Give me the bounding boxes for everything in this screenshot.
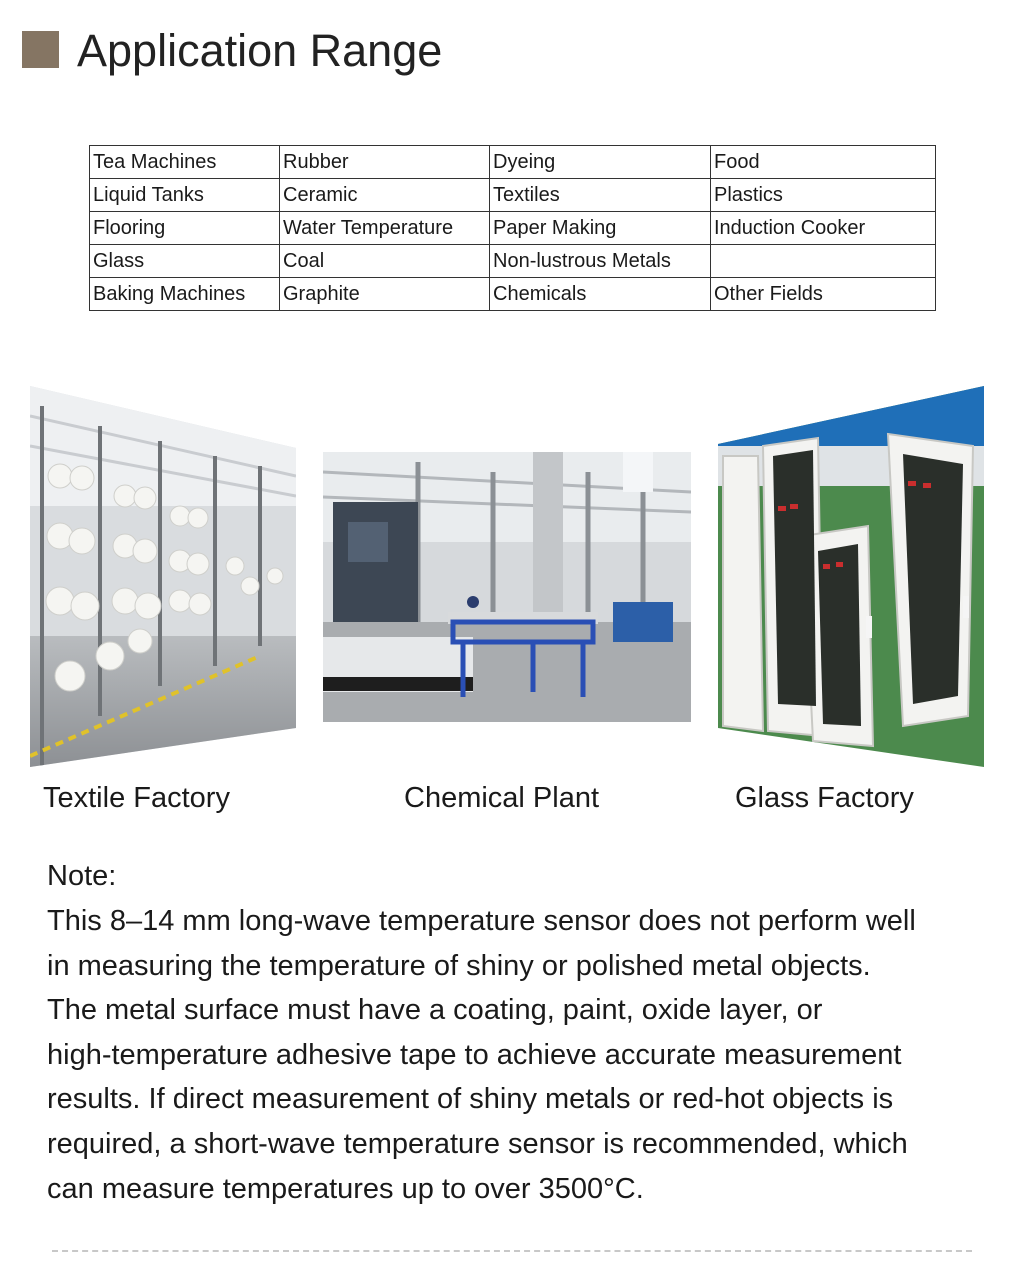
table-cell: Induction Cooker — [711, 212, 936, 245]
table-cell: Plastics — [711, 179, 936, 212]
table-cell: Paper Making — [490, 212, 711, 245]
chemical-plant-photo — [323, 452, 691, 722]
table-cell: Ceramic — [280, 179, 490, 212]
table-cell: Dyeing — [490, 146, 711, 179]
table-cell: Non-lustrous Metals — [490, 245, 711, 278]
note-label: Note: — [47, 860, 117, 892]
table-cell: Chemicals — [490, 278, 711, 311]
applications-table — [89, 145, 936, 311]
table-cell: Graphite — [280, 278, 490, 311]
table-cell: Tea Machines — [90, 146, 280, 179]
textile-factory-photo — [30, 386, 296, 767]
gallery-caption-glass: Glass Factory — [735, 782, 914, 814]
note-line: results. If direct measurement of shiny metals or red-hot objects is — [47, 1083, 894, 1116]
table-cell — [711, 245, 936, 278]
table-cell: Baking Machines — [90, 278, 280, 311]
note-line: can measure temperatures up to over 3500°C. — [47, 1172, 644, 1205]
note-line: required, a short-wave temperature sensor is recommended, which — [47, 1127, 908, 1160]
table-row — [90, 278, 936, 311]
table-cell: Coal — [280, 245, 490, 278]
table-row — [90, 212, 936, 245]
note-line: in measuring the temperature of shiny or polished metal objects. — [47, 949, 871, 982]
table-cell: Glass — [90, 245, 280, 278]
table-cell: Other Fields — [711, 278, 936, 311]
gallery-caption-chemical: Chemical Plant — [404, 782, 600, 814]
table-cell: Textiles — [490, 179, 711, 212]
table-cell: Liquid Tanks — [90, 179, 280, 212]
table-cell: Flooring — [90, 212, 280, 245]
table-cell: Water Temperature — [280, 212, 490, 245]
page-title: Application Range — [77, 25, 443, 76]
table-row — [90, 179, 936, 212]
note-body — [47, 899, 987, 1211]
note-line: high-temperature adhesive tape to achieve accurate measurement — [47, 1038, 902, 1071]
glass-factory-photo — [718, 386, 984, 767]
table-cell: Rubber — [280, 146, 490, 179]
title-marker — [22, 31, 59, 68]
note-line: The metal surface must have a coating, paint, oxide layer, or — [47, 994, 823, 1027]
dashed-divider — [52, 1250, 972, 1252]
table-row — [90, 245, 936, 278]
table-row — [90, 146, 936, 179]
table-cell: Food — [711, 146, 936, 179]
note-line: This 8–14 mm long-wave temperature sensor does not perform well — [47, 905, 916, 937]
gallery-caption-textile: Textile Factory — [43, 782, 230, 814]
